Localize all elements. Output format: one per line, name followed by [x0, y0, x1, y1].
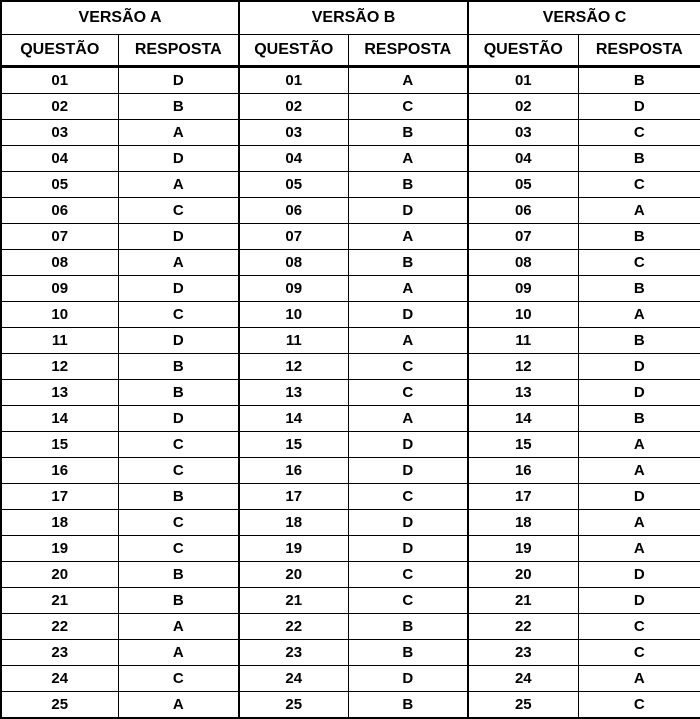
question-number: 13: [1, 380, 118, 406]
table-row: [1, 588, 700, 614]
table-row: [1, 614, 700, 640]
question-number: 05: [239, 172, 348, 198]
question-number: 23: [239, 640, 348, 666]
answer-letter: A: [348, 328, 468, 354]
question-number: 14: [239, 406, 348, 432]
question-number: 17: [1, 484, 118, 510]
question-number: 19: [468, 536, 578, 562]
answer-letter: A: [348, 276, 468, 302]
answer-letter: A: [118, 692, 239, 719]
question-number: 14: [1, 406, 118, 432]
column-header-question: QUESTÃO: [468, 35, 578, 67]
answer-letter: C: [348, 562, 468, 588]
table-row: [1, 67, 700, 94]
table-row: [1, 458, 700, 484]
answer-letter: A: [578, 536, 700, 562]
question-number: 25: [1, 692, 118, 719]
answer-letter: C: [118, 536, 239, 562]
table-row: [1, 484, 700, 510]
answer-letter: A: [118, 120, 239, 146]
table-row: [1, 302, 700, 328]
question-number: 04: [239, 146, 348, 172]
answer-letter: C: [118, 432, 239, 458]
answer-letter: D: [348, 302, 468, 328]
answer-letter: C: [348, 588, 468, 614]
answer-letter: A: [578, 458, 700, 484]
question-number: 01: [1, 67, 118, 94]
question-number: 23: [1, 640, 118, 666]
question-number: 24: [468, 666, 578, 692]
column-header-answer: RESPOSTA: [578, 35, 700, 67]
answer-letter: D: [578, 94, 700, 120]
answer-letter: D: [578, 484, 700, 510]
answer-letter: C: [578, 120, 700, 146]
question-number: 09: [468, 276, 578, 302]
column-header-answer: RESPOSTA: [348, 35, 468, 67]
question-number: 04: [1, 146, 118, 172]
answer-letter: A: [578, 510, 700, 536]
question-number: 07: [1, 224, 118, 250]
table-row: [1, 198, 700, 224]
question-number: 10: [239, 302, 348, 328]
question-number: 08: [1, 250, 118, 276]
question-number: 02: [468, 94, 578, 120]
answer-letter: D: [578, 380, 700, 406]
question-number: 12: [239, 354, 348, 380]
answer-letter: D: [118, 67, 239, 94]
answer-letter: C: [578, 250, 700, 276]
answer-letter: D: [578, 588, 700, 614]
answer-letter: C: [348, 354, 468, 380]
answer-letter: C: [348, 94, 468, 120]
answer-letter: B: [118, 484, 239, 510]
question-number: 22: [239, 614, 348, 640]
question-number: 22: [1, 614, 118, 640]
question-number: 18: [468, 510, 578, 536]
table-row: [1, 536, 700, 562]
question-number: 02: [1, 94, 118, 120]
answer-letter: C: [118, 302, 239, 328]
column-header-answer: RESPOSTA: [118, 35, 239, 67]
question-number: 08: [468, 250, 578, 276]
question-number: 11: [468, 328, 578, 354]
table-row: [1, 276, 700, 302]
question-number: 17: [468, 484, 578, 510]
answer-letter: A: [118, 640, 239, 666]
question-number: 01: [239, 67, 348, 94]
question-number: 13: [239, 380, 348, 406]
table-row: [1, 224, 700, 250]
answer-letter: A: [578, 666, 700, 692]
question-number: 20: [1, 562, 118, 588]
question-number: 11: [239, 328, 348, 354]
table-row: [1, 380, 700, 406]
question-number: 15: [1, 432, 118, 458]
question-number: 01: [468, 67, 578, 94]
question-number: 03: [468, 120, 578, 146]
answer-letter: D: [348, 536, 468, 562]
question-number: 06: [468, 198, 578, 224]
answer-letter: C: [118, 458, 239, 484]
question-number: 21: [468, 588, 578, 614]
column-header-question: QUESTÃO: [1, 35, 118, 67]
answer-letter: A: [578, 432, 700, 458]
version-c-title: VERSÃO C: [468, 1, 700, 35]
answer-letter: B: [348, 692, 468, 719]
table-row: [1, 94, 700, 120]
answer-letter: B: [578, 67, 700, 94]
answer-letter: B: [118, 562, 239, 588]
question-number: 16: [468, 458, 578, 484]
question-number: 03: [239, 120, 348, 146]
question-number: 15: [239, 432, 348, 458]
question-number: 20: [468, 562, 578, 588]
question-number: 16: [239, 458, 348, 484]
question-number: 22: [468, 614, 578, 640]
answer-letter: B: [118, 354, 239, 380]
question-number: 05: [468, 172, 578, 198]
table-row: [1, 406, 700, 432]
table-row: [1, 510, 700, 536]
answer-letter: A: [348, 67, 468, 94]
question-number: 10: [468, 302, 578, 328]
table-row: [1, 146, 700, 172]
answer-letter: C: [578, 640, 700, 666]
answer-letter: C: [348, 484, 468, 510]
question-number: 11: [1, 328, 118, 354]
table-row: [1, 432, 700, 458]
question-number: 04: [468, 146, 578, 172]
answer-letter: A: [118, 172, 239, 198]
question-number: 21: [239, 588, 348, 614]
answer-letter: D: [118, 224, 239, 250]
answer-letter: C: [118, 510, 239, 536]
question-number: 25: [468, 692, 578, 719]
answer-letter: C: [348, 380, 468, 406]
question-number: 25: [239, 692, 348, 719]
question-number: 07: [468, 224, 578, 250]
answer-letter: B: [578, 224, 700, 250]
column-header-row: [1, 35, 700, 67]
answer-letter: D: [578, 354, 700, 380]
question-number: 06: [239, 198, 348, 224]
answer-letter: D: [118, 146, 239, 172]
table-row: [1, 666, 700, 692]
table-row: [1, 172, 700, 198]
question-number: 06: [1, 198, 118, 224]
question-number: 24: [1, 666, 118, 692]
question-number: 14: [468, 406, 578, 432]
question-number: 13: [468, 380, 578, 406]
table-row: [1, 250, 700, 276]
answer-letter: B: [348, 250, 468, 276]
answer-letter: B: [578, 328, 700, 354]
answer-letter: C: [118, 198, 239, 224]
answer-letter: A: [348, 406, 468, 432]
answer-letter: B: [578, 406, 700, 432]
answer-rows: [1, 67, 700, 719]
answer-letter: D: [348, 198, 468, 224]
answer-letter: A: [118, 250, 239, 276]
question-number: 19: [239, 536, 348, 562]
question-number: 02: [239, 94, 348, 120]
table-row: [1, 354, 700, 380]
question-number: 09: [239, 276, 348, 302]
question-number: 24: [239, 666, 348, 692]
answer-letter: D: [348, 432, 468, 458]
table-row: [1, 120, 700, 146]
answer-letter: D: [348, 458, 468, 484]
question-number: 17: [239, 484, 348, 510]
table-row: [1, 562, 700, 588]
question-number: 12: [1, 354, 118, 380]
question-number: 08: [239, 250, 348, 276]
answer-letter: C: [578, 172, 700, 198]
answer-letter: B: [118, 588, 239, 614]
answer-letter: B: [348, 640, 468, 666]
answer-letter: C: [578, 614, 700, 640]
version-b-title: VERSÃO B: [239, 1, 468, 35]
answer-letter: A: [348, 224, 468, 250]
question-number: 03: [1, 120, 118, 146]
answer-letter: B: [118, 94, 239, 120]
answer-letter: D: [348, 666, 468, 692]
answer-letter: B: [578, 276, 700, 302]
answer-letter: A: [578, 302, 700, 328]
answer-letter: C: [578, 692, 700, 719]
question-number: 16: [1, 458, 118, 484]
table-row: [1, 640, 700, 666]
answer-letter: D: [118, 276, 239, 302]
answer-letter: A: [578, 198, 700, 224]
answer-letter: D: [118, 406, 239, 432]
table-row: [1, 328, 700, 354]
answer-letter: B: [348, 172, 468, 198]
version-header-row: [1, 1, 700, 35]
answer-letter: B: [118, 380, 239, 406]
question-number: 07: [239, 224, 348, 250]
version-a-title: VERSÃO A: [1, 1, 239, 35]
question-number: 19: [1, 536, 118, 562]
answer-letter: A: [118, 614, 239, 640]
answer-letter: D: [578, 562, 700, 588]
answer-letter: B: [348, 120, 468, 146]
question-number: 10: [1, 302, 118, 328]
answer-letter: B: [348, 614, 468, 640]
question-number: 12: [468, 354, 578, 380]
answer-letter: C: [118, 666, 239, 692]
answer-letter: B: [578, 146, 700, 172]
question-number: 23: [468, 640, 578, 666]
question-number: 15: [468, 432, 578, 458]
question-number: 18: [239, 510, 348, 536]
column-header-question: QUESTÃO: [239, 35, 348, 67]
answer-letter: D: [348, 510, 468, 536]
answer-letter: D: [118, 328, 239, 354]
question-number: 20: [239, 562, 348, 588]
question-number: 21: [1, 588, 118, 614]
question-number: 09: [1, 276, 118, 302]
table-row: [1, 692, 700, 719]
question-number: 05: [1, 172, 118, 198]
answer-letter: A: [348, 146, 468, 172]
question-number: 18: [1, 510, 118, 536]
